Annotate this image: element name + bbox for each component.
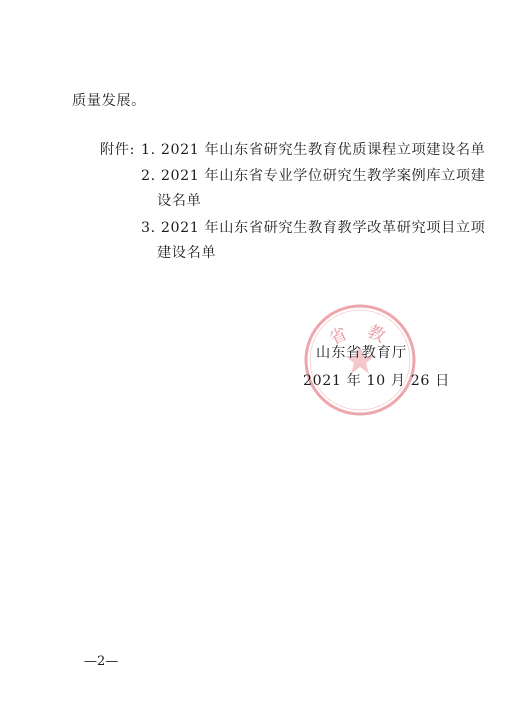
issue-date: 2021 年 10 月 26 日 — [303, 373, 450, 389]
attachment-item-2: 2. 2021 年山东省专业学位研究生教学案例库立项建 — [141, 168, 486, 184]
closing-text: 质量发展。 — [72, 93, 146, 109]
issuer-name: 山东省教育厅 — [316, 345, 408, 361]
seal-top-text: 省 教 — [326, 321, 394, 350]
attachment-item-3-continuation: 建设名单 — [157, 245, 217, 261]
attachment-item-1: 1. 2021 年山东省研究生教育优质课程立项建设名单 — [141, 142, 486, 158]
page-number: —2— — [84, 654, 119, 669]
attachment-item-2-continuation: 设名单 — [157, 193, 202, 209]
attachment-item-3: 3. 2021 年山东省研究生教育教学改革研究项目立项 — [141, 220, 486, 236]
attachments-label: 附件: — [100, 142, 135, 158]
